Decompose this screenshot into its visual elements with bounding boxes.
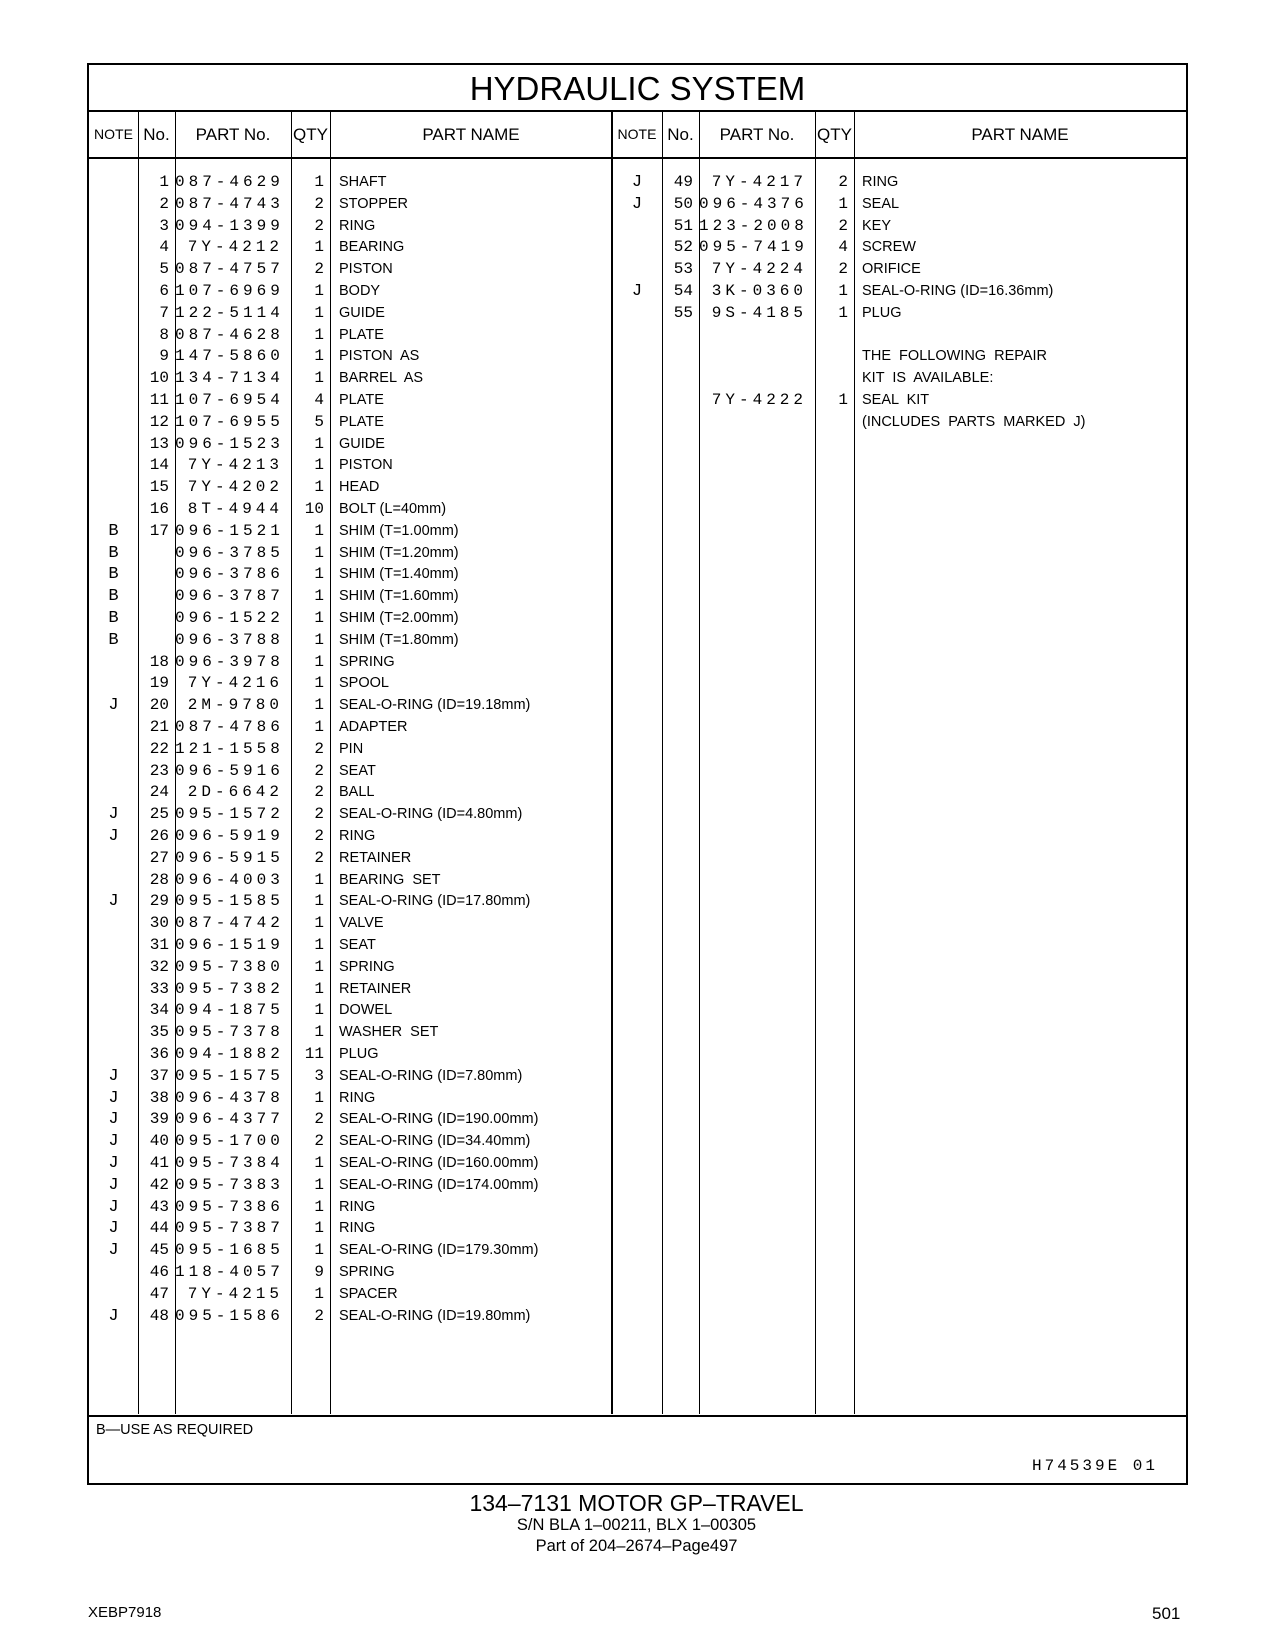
part-name: RING [862,174,899,190]
part-number: 107-6955 [175,412,284,431]
quantity: 2 [314,805,324,824]
item-number: 50 [673,194,693,213]
quantity: 1 [314,674,324,693]
part-name: SEAL-O-RING (ID=19.18mm) [339,697,531,714]
part-name: SPRING [339,1264,395,1280]
item-number: 29 [149,892,169,911]
quantity: 1 [314,434,324,453]
quantity: 1 [314,1175,324,1194]
part-name: SHIM (T=1.80mm) [339,631,459,648]
part-number: 095-7386 [175,1197,284,1216]
note-cell: J [108,1088,119,1108]
part-number: 095-1585 [175,892,284,911]
note-cell: J [108,1219,119,1239]
part-name: BOLT (L=40mm) [339,501,447,517]
item-number: 36 [149,1045,169,1063]
part-name: SEAL-O-RING (ID=179.30mm) [339,1242,539,1259]
quantity: 2 [314,194,324,213]
part-name: BEARING SET [339,871,441,888]
parts-table-frame [87,63,1188,1485]
part-name: PLATE [339,326,384,343]
quantity: 2 [314,848,324,867]
item-number: 40 [149,1132,169,1151]
item-number: 34 [149,1001,169,1020]
item-number: 11 [149,391,169,409]
item-number: 51 [673,216,693,235]
part-number: 7Y-4213 [187,456,283,475]
part-name: PLATE [339,392,384,408]
quantity: 1 [314,369,324,388]
part-number: 095-7387 [175,1219,284,1238]
part-number: 094-1875 [175,1001,284,1020]
quantity: 2 [314,739,324,758]
note-cell: J [631,173,643,192]
quantity: 1 [314,1241,324,1260]
part-number: 8T-4944 [187,500,283,518]
item-number: 33 [149,979,169,998]
part-number: 096-1523 [175,434,284,453]
quantity: 1 [314,652,324,671]
part-name: SEAL-O-RING (ID=34.40mm) [339,1133,531,1150]
quantity: 1 [314,892,324,911]
item-number: 15 [149,478,169,497]
item-number: 37 [149,1066,169,1085]
part-name: SEAL-O-RING (ID=174.00mm) [339,1176,539,1193]
part-number: 096-5919 [175,827,284,845]
item-number: 20 [149,696,169,715]
item-number: 13 [149,434,169,453]
item-number: 52 [673,238,693,257]
part-number: 2M-9780 [187,696,283,715]
quantity: 1 [314,979,324,998]
part-name: SEAL-O-RING (ID=4.80mm) [339,806,523,823]
quantity: 1 [314,478,324,497]
quantity: 10 [304,500,324,518]
quantity: 1 [314,957,324,976]
item-number: 44 [149,1219,169,1238]
table-row [89,236,1186,259]
part-name: WASHER SET [339,1024,439,1041]
table-row [89,193,1186,216]
quantity: 1 [314,1023,324,1042]
quantity: 1 [838,303,848,322]
part-number: 087-4757 [175,260,284,279]
table-row [89,345,1186,368]
quantity: 1 [314,543,324,562]
part-name: SEAL-O-RING (ID=19.80mm) [339,1307,531,1324]
item-number: 27 [149,848,169,867]
note-cell: J [631,194,643,214]
note-cell: J [108,1066,119,1086]
quantity: 1 [314,303,324,322]
note-cell: J [108,1197,119,1217]
part-number: 087-4743 [175,194,284,213]
part-name: DOWEL [339,1002,393,1019]
part-name: SCREW [862,239,916,256]
part-name: PLUG [339,1046,379,1062]
footer-divider [89,1415,1186,1417]
header-part-no-left: PART No. [195,125,271,144]
quantity: 4 [838,238,848,257]
item-number: 8 [159,325,169,344]
quantity: 9 [314,1263,324,1281]
part-name: ORIFICE [862,261,921,278]
caption-serial: S/N BLA 1–00211, BLX 1–00305 [516,1516,757,1534]
note-cell: B [108,630,119,650]
item-number: 54 [673,282,693,300]
part-name: GUIDE [339,304,385,321]
quantity: 2 [838,216,848,235]
part-name: SEAL [862,195,900,212]
page-code: XEBP7918 [88,1604,162,1621]
part-number: 096-4376 [699,194,808,213]
part-name: SPOOL [339,675,389,692]
note-cell: J [108,892,119,912]
part-number: 087-4628 [175,325,284,344]
quantity: 1 [314,325,324,344]
table-row [89,324,1186,347]
quantity: 1 [314,173,324,191]
part-number: 134-7134 [175,369,284,388]
quantity: 1 [314,587,324,606]
part-name: STOPPER [339,195,409,212]
part-number: 096-3788 [175,630,284,649]
quantity: 1 [314,1197,324,1216]
item-number: 38 [149,1088,169,1107]
item-number: 39 [149,1110,169,1129]
part-number: 123-2008 [699,216,808,235]
quantity: 2 [838,173,848,191]
header-note-right: NOTE [617,126,657,142]
part-name: RING [339,1089,376,1106]
part-name: HEAD [339,479,380,496]
item-number: 5 [159,260,169,279]
header-part-no-right: PART No. [719,125,795,144]
item-number: 55 [673,303,693,322]
part-number: 107-6954 [175,391,284,409]
part-name: KIT IS AVAILABLE: [862,370,994,387]
note-cell: J [108,827,119,846]
part-name: SHIM (T=2.00mm) [339,610,459,626]
part-name: ADAPTER [339,719,408,735]
item-number: 24 [149,783,169,802]
item-number: 35 [149,1023,169,1042]
item-number: 47 [149,1284,169,1303]
table-row [89,215,1186,238]
header-note-left: NOTE [94,126,133,142]
quantity: 2 [838,260,848,279]
part-name: SEAT [339,937,376,953]
note-cell: J [108,1241,119,1261]
note-cell: B [108,521,119,541]
part-name: PIN [339,740,364,757]
header-no-right: No. [667,125,694,144]
part-number: 087-4742 [175,914,284,933]
quantity: 1 [314,914,324,933]
part-number: 094-1882 [175,1045,284,1063]
part-name: BALL [339,784,375,801]
quantity: 2 [314,1306,324,1325]
table-row [89,302,1186,325]
note-cell: J [108,1132,119,1152]
part-number: 095-1685 [175,1241,284,1260]
part-number: 2D-6642 [187,783,283,802]
part-name: SEAL-O-RING (ID=160.00mm) [339,1155,539,1171]
item-number: 30 [149,914,169,933]
quantity: 1 [314,1219,324,1238]
item-number: 23 [149,761,169,780]
part-number: 095-1700 [175,1132,284,1151]
item-number: 4 [159,238,169,257]
quantity: 5 [314,412,324,431]
quantity: 1 [314,609,324,627]
item-number: 17 [149,521,169,540]
item-number: 7 [159,303,169,322]
part-name: GUIDE [339,435,385,452]
part-name: BODY [339,283,381,299]
header-qty-right: QTY [817,125,852,144]
part-number: 096-1522 [175,609,284,627]
table-row [89,171,1186,194]
part-number: 096-4377 [175,1110,284,1129]
header-no-left: No. [143,125,170,144]
part-number: 096-3978 [175,652,284,671]
part-name: SHIM (T=1.00mm) [339,522,459,539]
note-cell: J [108,1175,119,1195]
quantity: 1 [838,391,848,409]
quantity: 1 [314,282,324,300]
item-number: 9 [159,347,169,366]
note-cell: J [108,1110,119,1130]
note-cell: J [108,696,119,716]
item-number: 32 [149,957,169,976]
caption-part-of: Part of 204–2674–Page497 [535,1537,738,1555]
item-number: 10 [149,369,169,388]
quantity: 1 [314,1284,324,1303]
part-number: 096-5915 [175,848,284,867]
note-cell: J [108,1306,119,1326]
part-number: 096-3785 [175,543,284,562]
table-row [89,258,1186,281]
table-header-row [89,112,1186,159]
part-number: 122-5114 [175,303,284,322]
item-number: 6 [159,282,169,300]
part-name: SPRING [339,653,395,670]
part-number: 7Y-4224 [711,260,807,279]
quantity: 2 [314,783,324,802]
part-name: PISTON AS [339,348,420,365]
header-qty-left: QTY [293,125,328,144]
note-cell: J [631,282,643,301]
header-part-name-left: PART NAME [422,125,520,144]
part-name: VALVE [339,915,384,932]
part-name: SPACER [339,1285,398,1302]
item-number: 28 [149,870,169,889]
part-number: 095-7384 [175,1154,284,1172]
quantity: 3 [314,1066,324,1085]
quantity: 1 [838,194,848,213]
note-cell: J [108,805,119,825]
part-number: 095-1572 [175,805,284,824]
quantity: 1 [314,347,324,366]
part-number: 147-5860 [175,347,284,366]
part-number: 7Y-4212 [187,238,283,257]
part-number: 096-5916 [175,761,284,780]
quantity: 1 [314,1154,324,1172]
part-number: 107-6969 [175,282,284,300]
note-cell: B [108,565,119,585]
part-number: 095-7383 [175,1175,284,1194]
item-number: 48 [149,1306,169,1325]
item-number: 41 [149,1154,169,1172]
part-number: 096-1519 [175,936,284,954]
part-number: 096-3786 [175,565,284,584]
item-number: 45 [149,1241,169,1260]
table-row [89,280,1186,303]
part-name: SEAT [339,762,376,779]
item-number: 25 [149,805,169,824]
part-name: PISTON [339,457,393,474]
item-number: 26 [149,827,169,845]
part-number: 7Y-4215 [187,1284,283,1303]
part-number: 096-3787 [175,587,284,606]
quantity: 1 [314,521,324,540]
part-name: KEY [862,217,892,234]
document-reference: H74539E 01 [1031,1457,1158,1475]
part-name: SHIM (T=1.20mm) [339,544,459,561]
part-number: 096-4003 [175,870,284,889]
part-number: 118-4057 [175,1263,284,1281]
item-number: 14 [149,456,169,475]
part-name: (INCLUDES PARTS MARKED J) [862,413,1086,430]
part-name: BEARING [339,239,405,256]
part-number: 7Y-4202 [187,478,283,497]
item-number: 12 [149,412,169,431]
quantity: 1 [314,870,324,889]
part-name: RETAINER [339,849,412,866]
quantity: 1 [314,696,324,715]
part-name: SEAL-O-RING (ID=16.36mm) [862,283,1054,299]
table-row [89,367,1186,390]
part-number: 095-7419 [699,238,808,257]
item-number: 1 [159,173,169,191]
part-name: RING [339,828,376,844]
part-number: 095-1586 [175,1306,284,1325]
footnote: B—USE AS REQUIRED [96,1422,254,1438]
part-name: BARREL AS [339,370,424,387]
part-number: 087-4629 [175,173,284,191]
item-number: 49 [673,173,693,191]
quantity: 4 [314,391,324,409]
item-number: 53 [673,260,693,279]
part-number: 095-1575 [175,1066,284,1085]
part-number: 096-1521 [175,521,284,540]
right-parts-list [89,159,1186,1415]
table-row [89,411,1186,434]
quantity: 1 [314,1088,324,1107]
part-name: RING [339,1198,376,1215]
part-number: 094-1399 [175,216,284,235]
part-name: RING [339,217,376,234]
quantity: 1 [314,936,324,954]
part-number: 3K-0360 [711,282,807,300]
part-number: 087-4786 [175,718,284,736]
part-number: 121-1558 [175,739,284,758]
item-number: 3 [159,216,169,235]
note-cell: B [108,543,119,563]
quantity: 2 [314,216,324,235]
quantity: 1 [314,1001,324,1020]
quantity: 2 [314,260,324,279]
part-name: THE FOLLOWING REPAIR [862,348,1048,365]
item-number: 31 [149,936,169,954]
part-name: SHAFT [339,174,387,190]
quantity: 1 [314,565,324,584]
part-name: PLUG [862,304,902,321]
header-part-name-right: PART NAME [971,125,1069,144]
part-name: SHIM (T=1.60mm) [339,588,459,605]
part-number: 7Y-4217 [711,173,807,191]
quantity: 2 [314,827,324,845]
part-name: RETAINER [339,980,412,997]
part-number: 7Y-4222 [711,391,807,409]
part-name: SPRING [339,958,395,975]
table-row [89,389,1186,412]
note-cell: J [108,1154,119,1173]
quantity: 1 [314,718,324,736]
quantity: 1 [314,238,324,257]
part-number: 095-7380 [175,957,284,976]
part-name: SHIM (T=1.40mm) [339,566,459,583]
table-title: HYDRAULIC SYSTEM [89,65,1186,112]
item-number: 21 [149,718,169,736]
item-number: 18 [149,652,169,671]
part-number: 9S-4185 [711,303,807,322]
part-number: 7Y-4216 [187,674,283,693]
page-number: 501 [1152,1604,1181,1623]
note-cell: B [108,587,119,607]
quantity: 2 [314,1132,324,1151]
part-name: SEAL-O-RING (ID=7.80mm) [339,1067,523,1084]
caption-title: 134–7131 MOTOR GP–TRAVEL [469,1490,804,1516]
quantity: 1 [838,282,848,300]
quantity: 1 [314,456,324,475]
item-number: 42 [149,1175,169,1194]
item-number: 46 [149,1263,169,1281]
quantity: 2 [314,761,324,780]
note-cell: B [108,609,119,628]
item-number: 19 [149,674,169,693]
item-number: 22 [149,739,169,758]
part-number: 095-7382 [175,979,284,998]
part-number: 095-7378 [175,1023,284,1042]
part-name: SEAL-O-RING (ID=17.80mm) [339,893,531,910]
item-number: 43 [149,1197,169,1216]
item-number: 2 [159,194,169,213]
quantity: 1 [314,630,324,649]
part-number: 096-4378 [175,1088,284,1107]
part-name: RING [339,1220,376,1237]
quantity: 2 [314,1110,324,1129]
part-name: SEAL KIT [862,392,930,408]
item-number: 16 [149,500,169,518]
quantity: 11 [304,1045,324,1063]
part-name: PISTON [339,261,393,278]
part-name: PLATE [339,413,384,430]
part-name: SEAL-O-RING (ID=190.00mm) [339,1111,539,1128]
